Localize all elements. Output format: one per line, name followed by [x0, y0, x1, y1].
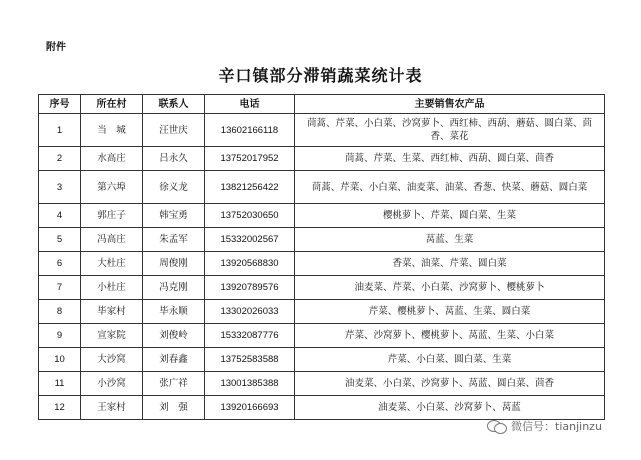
cell-village: 毕家村	[81, 300, 143, 324]
cell-phone: 13920568830	[205, 252, 295, 276]
cell-contact: 冯克刚	[143, 276, 205, 300]
header-no: 序号	[39, 95, 81, 114]
table-row	[39, 300, 605, 324]
cell-products: 茼蒿、芹菜、小白菜、沙窝萝卜、西红柿、西葫、蘑菇、圆白菜、茴香、菜花	[295, 114, 605, 147]
cell-products: 油麦菜、小白菜、沙窝萝卜、莴蓝	[295, 396, 605, 420]
table-row	[39, 114, 605, 147]
table-row	[39, 348, 605, 372]
wechat-icon	[487, 419, 507, 433]
cell-phone: 13920166693	[205, 396, 295, 420]
cell-village: 小杜庄	[81, 276, 143, 300]
cell-phone: 13752030650	[205, 204, 295, 228]
cell-no: 10	[39, 348, 81, 372]
cell-phone: 13821256422	[205, 171, 295, 204]
cell-village: 王家村	[81, 396, 143, 420]
attachment-label: 附件	[46, 42, 66, 53]
header-products: 主要销售农产品	[295, 95, 605, 114]
watermark-text: 微信号：tianjinzu	[511, 420, 602, 433]
cell-products: 茼蒿、芹菜、生菜、西红柿、西葫、圆白菜、茴香	[295, 147, 605, 171]
cell-products: 油麦菜、小白菜、沙窝萝卜、莴蓝、圆白菜、茴香	[295, 372, 605, 396]
cell-village: 冯高庄	[81, 228, 143, 252]
cell-village: 小沙窝	[81, 372, 143, 396]
cell-phone: 13920789576	[205, 276, 295, 300]
cell-contact: 周俊刚	[143, 252, 205, 276]
cell-no: 7	[39, 276, 81, 300]
cell-products: 油麦菜、芹菜、小白菜、沙窝萝卜、樱桃萝卜	[295, 276, 605, 300]
cell-phone: 13302026033	[205, 300, 295, 324]
cell-village: 郭庄子	[81, 204, 143, 228]
cell-contact: 刘 强	[143, 396, 205, 420]
cell-contact: 刘春鑫	[143, 348, 205, 372]
cell-contact: 吕永久	[143, 147, 205, 171]
cell-no: 2	[39, 147, 81, 171]
cell-products: 芹菜、沙窝萝卜、樱桃萝卜、莴蓝、生菜、小白菜	[295, 324, 605, 348]
table-row	[39, 147, 605, 171]
vegetable-table	[38, 94, 605, 420]
header-village: 所在村	[81, 95, 143, 114]
cell-products: 香菜、油菜、芹菜、圆白菜	[295, 252, 605, 276]
cell-contact: 毕永顺	[143, 300, 205, 324]
cell-no: 3	[39, 171, 81, 204]
cell-phone: 13001385388	[205, 372, 295, 396]
cell-village: 当 城	[81, 114, 143, 147]
cell-no: 9	[39, 324, 81, 348]
cell-village: 大杜庄	[81, 252, 143, 276]
cell-no: 11	[39, 372, 81, 396]
cell-phone: 13602166118	[205, 114, 295, 147]
cell-contact: 徐义龙	[143, 171, 205, 204]
cell-contact: 刘俊岭	[143, 324, 205, 348]
cell-village: 大沙窝	[81, 348, 143, 372]
cell-contact: 汪世庆	[143, 114, 205, 147]
cell-no: 5	[39, 228, 81, 252]
cell-phone: 15332087776	[205, 324, 295, 348]
table-row	[39, 324, 605, 348]
header-phone: 电话	[205, 95, 295, 114]
table-row	[39, 171, 605, 204]
table-row	[39, 372, 605, 396]
cell-no: 6	[39, 252, 81, 276]
cell-products: 莴蓝、生菜	[295, 228, 605, 252]
cell-no: 8	[39, 300, 81, 324]
table-row	[39, 204, 605, 228]
cell-contact: 韩宝勇	[143, 204, 205, 228]
wechat-watermark	[487, 418, 602, 434]
cell-village: 水高庄	[81, 147, 143, 171]
table-row	[39, 396, 605, 420]
cell-village: 第六埠	[81, 171, 143, 204]
cell-products: 芹菜、小白菜、圆白菜、生菜	[295, 348, 605, 372]
cell-contact: 朱孟军	[143, 228, 205, 252]
cell-village: 宣家院	[81, 324, 143, 348]
table-header-row	[39, 95, 605, 114]
cell-products: 芹菜、樱桃萝卜、莴蓝、生菜、圆白菜	[295, 300, 605, 324]
cell-phone: 13752017952	[205, 147, 295, 171]
cell-no: 4	[39, 204, 81, 228]
cell-no: 12	[39, 396, 81, 420]
header-contact: 联系人	[143, 95, 205, 114]
table-row	[39, 252, 605, 276]
document-title: 辛口镇部分滞销蔬菜统计表	[218, 66, 423, 85]
cell-no: 1	[39, 114, 81, 147]
cell-phone: 15332002567	[205, 228, 295, 252]
table-row	[39, 228, 605, 252]
cell-phone: 13752583588	[205, 348, 295, 372]
cell-contact: 张广祥	[143, 372, 205, 396]
cell-products: 樱桃萝卜、芹菜、圆白菜、生菜	[295, 204, 605, 228]
cell-products: 茼蒿、芹菜、小白菜、油麦菜、油菜、香葱、快菜、蘑菇、圆白菜	[295, 171, 605, 204]
table-row	[39, 276, 605, 300]
